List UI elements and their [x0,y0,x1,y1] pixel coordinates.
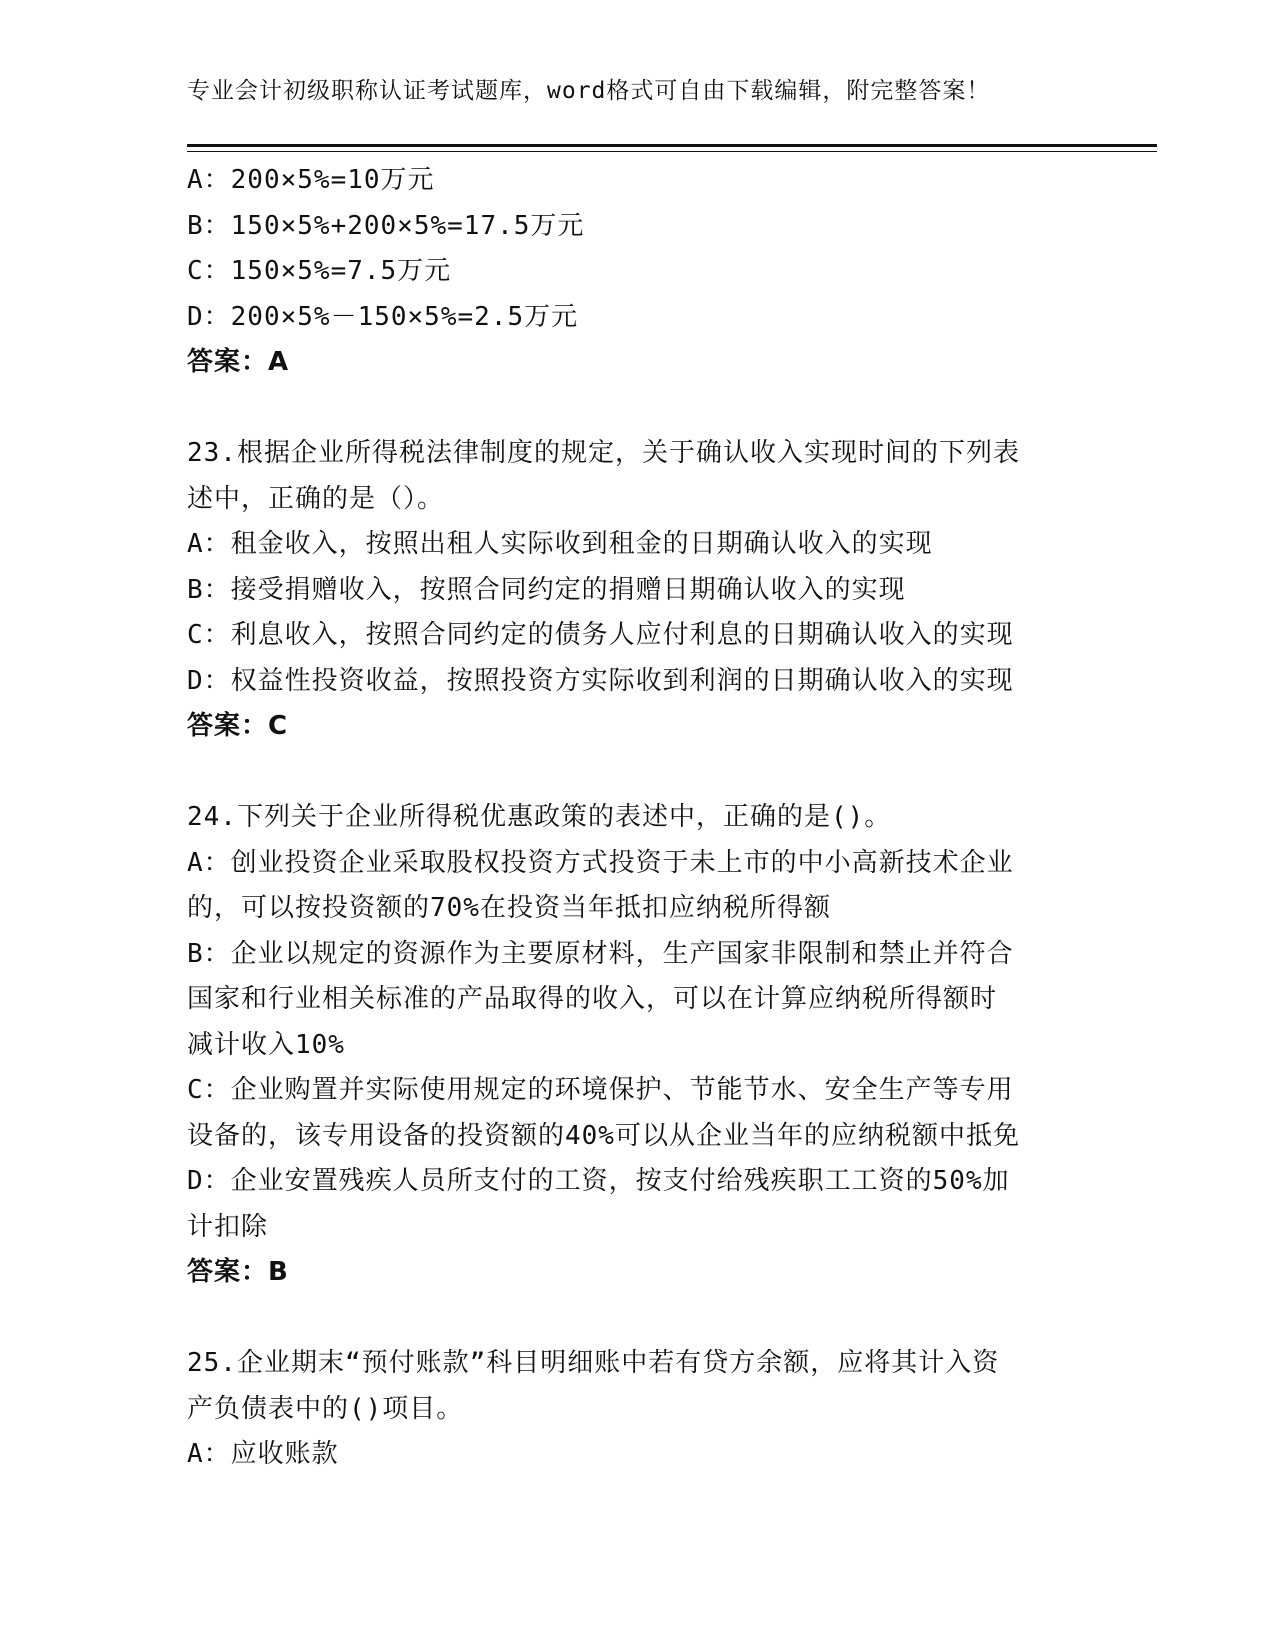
q24-option-a-line-1: A：创业投资企业采取股权投资方式投资于未上市的中小高新技术企业 [187,847,1014,878]
q22-option-d: D：200×5%－150×5%=2.5万元 [187,301,579,332]
q24-option-c-line-1: C：企业购置并实际使用规定的环境保护、节能节水、安全生产等专用 [187,1075,1014,1105]
q23-option-a: A：租金收入，按照出租人实际收到租金的日期确认收入的实现 [187,529,933,559]
spacer [187,1296,1087,1342]
q24-option-a-line-2: 的，可以按投资额的70%在投资当年抵扣应纳税所得额 [187,893,831,923]
q24-option-d-line-2: 计扣除 [187,1211,269,1242]
header-rule-thin [187,151,1157,152]
q24-stem-line-1: 24.下列关于企业所得税优惠政策的表述中，正确的是()。 [187,802,892,832]
q25-stem-line-1: 25.企业期末“预付账款”科目明细账中若有贷方余额，应将其计入资 [187,1348,1000,1378]
q23-stem-line-1: 23.根据企业所得税法律制度的规定，关于确认收入实现时间的下列表 [187,438,1020,468]
q24-option-c-line-2: 设备的，该专用设备的投资额的40%可以从企业当年的应纳税额中抵免 [187,1120,1020,1151]
spacer [187,386,1087,432]
q23-option-b: B：接受捐赠收入，按照合同约定的捐赠日期确认收入的实现 [187,574,906,605]
q22-answer: 答案：A [187,347,290,377]
header-rule-thick [187,144,1157,147]
q23-option-d: D：权益性投资收益，按照投资方实际收到利润的日期确认收入的实现 [187,665,1014,696]
q23-stem-line-2: 述中，正确的是（）。 [187,483,445,514]
q23-option-c: C：利息收入，按照合同约定的债务人应付利息的日期确认收入的实现 [187,620,1014,650]
q25-stem-line-2: 产负债表中的()项目。 [187,1393,464,1424]
page-header: 专业会计初级职称认证考试题库，word格式可自由下载编辑，附完整答案！ [187,78,991,104]
q22-option-b: B：150×5%+200×5%=17.5万元 [187,210,585,241]
q22-option-c: C：150×5%=7.5万元 [187,256,452,286]
q24-answer: 答案：B [187,1257,289,1287]
document-body [187,158,1087,1478]
q24-option-b-line-2: 国家和行业相关标准的产品取得的收入，可以在计算应纳税所得额时 [187,984,998,1014]
q24-option-d-line-1: D：企业安置残疾人员所支付的工资，按支付给残疾职工工资的50%加 [187,1166,1010,1196]
q22-option-a: A：200×5%=10万元 [187,165,435,195]
q24-option-b-line-1: B：企业以规定的资源作为主要原材料，生产国家非限制和禁止并符合 [187,938,1014,969]
q24-option-b-line-3: 减计收入10% [187,1029,345,1060]
spacer [187,750,1087,796]
q25-option-a: A：应收账款 [187,1439,339,1469]
q23-answer: 答案：C [187,711,289,741]
